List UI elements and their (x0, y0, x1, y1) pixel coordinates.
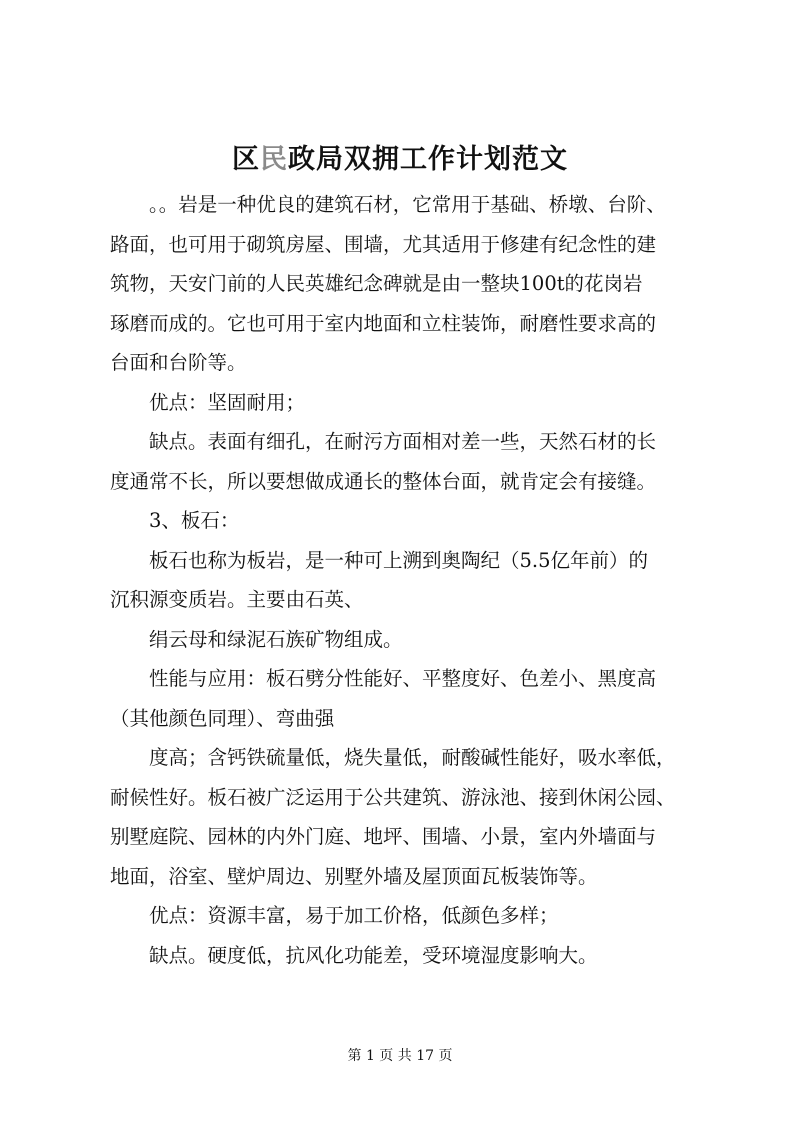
text-line: 筑物，天安门前的人民英雄纪念碑就是由一整块100t的花岗岩 (110, 272, 643, 295)
text-line: 地面，浴室、壁炉周边、别墅外墙及屋顶面瓦板装饰等。 (110, 864, 598, 888)
text-line: 度通常不长，所以要想做成通长的整体台面，就肯定会有接缝。 (110, 469, 657, 493)
title-suffix: 政局双拥工作计划范文 (288, 144, 568, 175)
text-line: 耐候性好。板石被广泛运用于公共建筑、游泳池、接到休闲公园、 (110, 785, 676, 809)
text-line: 路面，也可用于砌筑房屋、围墙，尤其适用于修建有纪念性的建 (110, 232, 657, 256)
text-line: 3、板石： (149, 509, 240, 532)
page-number-footer: 第 1 页 共 17 页 (347, 1048, 453, 1064)
text-line: （其他颜色同理）、弯曲强 (110, 706, 335, 730)
text-line: 缺点。表面有细孔，在耐污方面相对差一些，天然石材的长 (149, 430, 657, 453)
text-line: 。。岩是一种优良的建筑石材，它常用于基础、桥墩、台阶、 (149, 193, 666, 216)
text-line: 优点：坚固耐用； (149, 390, 306, 414)
text-line: 别墅庭院、园林的内外门庭、地坪、围墙、小景，室内外墙面与 (110, 825, 657, 848)
text-line: 台面和台阶等。 (110, 351, 247, 374)
document-title (0, 140, 800, 180)
text-line: 缺点。硬度低，抗风化功能差，受环境湿度影响大。 (149, 943, 598, 967)
document-body (110, 185, 715, 975)
text-line: 度高；含钙铁硫量低，烧失量低，耐酸碱性能好，吸水率低， (149, 746, 676, 769)
text-line: 优点：资源丰富，易于加工价格，低颜色多样； (149, 904, 559, 927)
title-prefix: 区 (232, 144, 260, 175)
text-line: 板石也称为板岩，是一种可上溯到奥陶纪（5.5亿年前）的 (149, 548, 649, 572)
text-line: 绢云母和绿泥石族矿物组成。 (149, 627, 403, 651)
text-line: 性能与应用：板石劈分性能好、平整度好、色差小、黑度高 (149, 667, 657, 690)
text-line: 琢磨而成的。它也可用于室内地面和立柱装饰，耐磨性要求高的 (110, 311, 657, 335)
text-line: 沉积源变质岩。主要由石英、 (110, 588, 364, 611)
title-stamp-char: 民 (260, 144, 288, 175)
